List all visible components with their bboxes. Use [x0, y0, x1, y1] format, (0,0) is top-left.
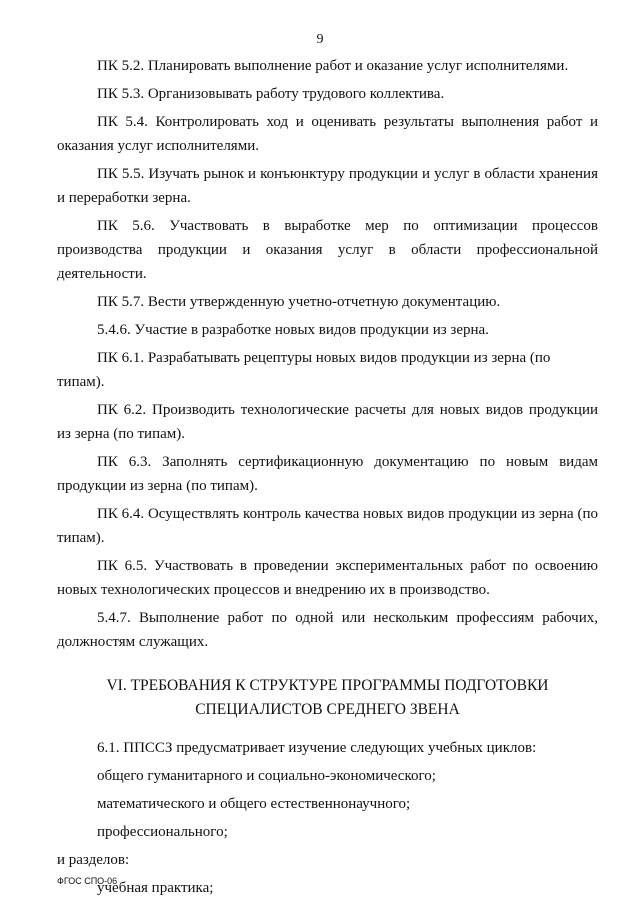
paragraph-pk-5-4: ПК 5.4. Контролировать ход и оценивать результаты выполнения работ и оказания услуг исполнителями. — [57, 114, 598, 154]
page-number: 9 — [316, 32, 324, 47]
paragraph-5-4-6: 5.4.6. Участие в разработке новых видов продукции из зерна. — [97, 322, 489, 338]
section-heading — [57, 674, 598, 722]
paragraph-pk-5-3: ПК 5.3. Организовывать работу трудового коллектива. — [97, 86, 445, 102]
document-body — [57, 54, 598, 904]
section-heading-line2: СПЕЦИАЛИСТОВ СРЕДНЕГО ЗВЕНА — [195, 701, 460, 718]
paragraph-pk-6-5: ПК 6.5. Участвовать в проведении экспериментальных работ по освоению новых технологических процессов и внедрению их в производство. — [57, 558, 598, 598]
paragraph-pk-5-6: ПК 5.6. Участвовать в выработке мер по оптимизации процессов производства продукции и оказания услуг в области профессиональной деятельности. — [57, 218, 598, 282]
section-heading-line1: VI. ТРЕБОВАНИЯ К СТРУКТУРЕ ПРОГРАММЫ ПОДГОТОВКИ — [106, 677, 549, 694]
section-intro: 6.1. ППССЗ предусматривает изучение следующих учебных циклов: — [97, 740, 537, 756]
paragraph-pk-5-7: ПК 5.7. Вести утвержденную учетно-отчетную документацию. — [97, 294, 501, 310]
cycle-item: математического и общего естественнонаучного; — [97, 796, 411, 812]
paragraph-pk-5-2: ПК 5.2. Планировать выполнение работ и оказание услуг исполнителями. — [97, 58, 569, 74]
paragraph-pk-5-5: ПК 5.5. Изучать рынок и конъюнктуру продукции и услуг в области хранения и переработки зерна. — [57, 166, 598, 206]
paragraph-pk-6-2: ПК 6.2. Производить технологические расчеты для новых видов продукции из зерна (по типам). — [57, 402, 598, 442]
page-footer: ФГОС СПО-06 — [57, 876, 118, 886]
sections-label: и разделов: — [57, 852, 130, 868]
paragraph-pk-6-4: ПК 6.4. Осуществлять контроль качества новых видов продукции из зерна (по типам). — [57, 506, 598, 546]
cycle-item: профессионального; — [97, 824, 228, 840]
cycle-item: общего гуманитарного и социально-экономического; — [97, 768, 436, 784]
paragraph-pk-6-1: ПК 6.1. Разрабатывать рецептуры новых видов продукции из зерна (по типам). — [57, 350, 551, 390]
section-item: учебная практика; — [97, 880, 214, 896]
paragraph-5-4-7: 5.4.7. Выполнение работ по одной или нескольким профессиям рабочих, должностям служащих. — [57, 610, 598, 650]
paragraph-pk-6-3: ПК 6.3. Заполнять сертификационную документацию по новым видам продукции из зерна (по типам). — [57, 454, 598, 494]
